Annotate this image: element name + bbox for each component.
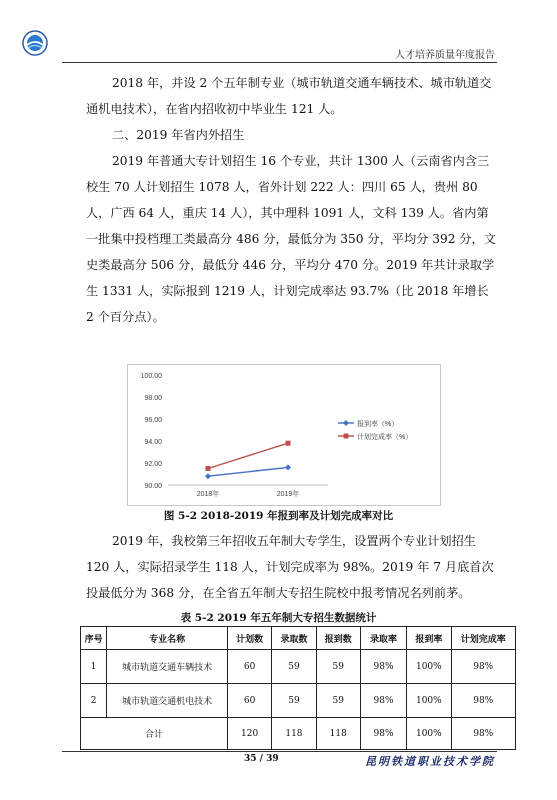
school-name: 昆明铁道职业技术学院 <box>365 755 495 768</box>
cell: 100% <box>407 718 451 750</box>
body-text-bottom <box>86 528 496 606</box>
section-heading: 二、2019 年省内外招生 <box>112 128 245 142</box>
paragraph-1: 2018 年，并设 2 个五年制专业（城市轨道交通车辆技术、城市轨道交通机电技术），在省内招收初中毕业生 121 人。 <box>86 76 492 116</box>
legend-marker <box>343 420 349 426</box>
paragraph-2: 2019 年普通大专计划招生 16 个专业，共计 1300 人（云南省内含三校生 70 人计划招生 1078 人，省外计划 222 人：四川 65 人，贵州 80 人，广西 64 人，重庆 14 人），其中理科 1091 人，文科 139 人。省内第一批集中投档理工类最高分 486 分，最低分为 350 分，平均分 392 分，文史类最高分 506 分，最低分 446 分，平均分 470 分。2019 年共计录取学生 1331 人，实际报到 1219 人，计划完成率达 93.7%（比 2018 年增长 2 个百分点）。 <box>86 154 496 324</box>
table-row <box>81 650 516 684</box>
th-completion-rate: 计划完成率 <box>451 627 516 650</box>
series-line <box>208 467 288 476</box>
paragraph-3: 2019 年，我校第三年招收五年制大专学生，设置两个专业计划招生 120 人，实际招录学生 118 人，计划完成率为 98%。2019 年 7 月底首次投最低分为 368 分，在全省五年制大专招生院校中报考情况名列前茅。 <box>86 534 494 600</box>
body-text-top <box>86 70 496 330</box>
data-point <box>206 466 211 471</box>
cell: 60 <box>228 684 272 718</box>
cell: 98% <box>360 650 406 684</box>
y-tick-label: 96.00 <box>144 417 162 424</box>
cell: 118 <box>316 718 360 750</box>
th-report-rate: 报到率 <box>407 627 451 650</box>
th-admit-rate: 录取率 <box>360 627 406 650</box>
cell: 120 <box>228 718 272 750</box>
enrollment-table <box>80 626 516 750</box>
cell: 59 <box>316 650 360 684</box>
series-line <box>208 443 288 468</box>
cell: 100% <box>407 684 451 718</box>
th-plan: 计划数 <box>228 627 272 650</box>
cell: 98% <box>451 718 516 750</box>
cell: 98% <box>451 650 516 684</box>
x-tick-label: 2018年 <box>196 491 220 498</box>
th-reported: 报到数 <box>316 627 360 650</box>
header-title: 人才培养质量年度报告 <box>395 50 495 61</box>
cell: 城市轨道交通车辆技术 <box>107 650 228 684</box>
table-caption: 表 5-2 2019 年五年制大专招生数据统计 <box>180 612 377 624</box>
y-tick-label: 100.00 <box>140 373 162 380</box>
th-major: 专业名称 <box>107 627 228 650</box>
legend-marker <box>344 434 349 439</box>
data-point <box>286 441 291 446</box>
chart-caption: 图 5-2 2018-2019 年报到率及计划完成率对比 <box>163 510 394 522</box>
cell: 60 <box>228 650 272 684</box>
legend-label: 计划完成率（%） <box>357 434 413 441</box>
y-tick-label: 94.00 <box>144 439 162 446</box>
cell: 2 <box>81 684 107 718</box>
cell: 59 <box>272 684 316 718</box>
table-total-row <box>81 718 516 750</box>
y-tick-label: 92.00 <box>144 461 162 468</box>
cell: 100% <box>407 650 451 684</box>
cell: 1 <box>81 650 107 684</box>
cell: 合计 <box>81 718 228 750</box>
header-divider <box>62 62 497 63</box>
legend-label: 报到率（%） <box>357 421 399 428</box>
table-header-row <box>81 627 516 650</box>
cell: 城市轨道交通机电技术 <box>107 684 228 718</box>
y-tick-label: 90.00 <box>144 483 162 490</box>
line-chart <box>128 365 440 505</box>
th-admitted: 录取数 <box>272 627 316 650</box>
x-tick-label: 2019年 <box>276 491 300 498</box>
school-logo-icon <box>22 30 48 56</box>
cell: 98% <box>360 718 406 750</box>
data-point <box>205 473 211 479</box>
cell: 98% <box>360 684 406 718</box>
data-point <box>285 464 291 470</box>
page-number: 35 / 39 <box>244 754 279 764</box>
cell: 59 <box>272 650 316 684</box>
y-tick-label: 98.00 <box>144 395 162 402</box>
cell: 59 <box>316 684 360 718</box>
footer-divider <box>62 751 497 752</box>
cell: 98% <box>451 684 516 718</box>
table-row <box>81 684 516 718</box>
cell: 118 <box>272 718 316 750</box>
chart-frame <box>127 364 441 506</box>
th-index: 序号 <box>81 627 107 650</box>
